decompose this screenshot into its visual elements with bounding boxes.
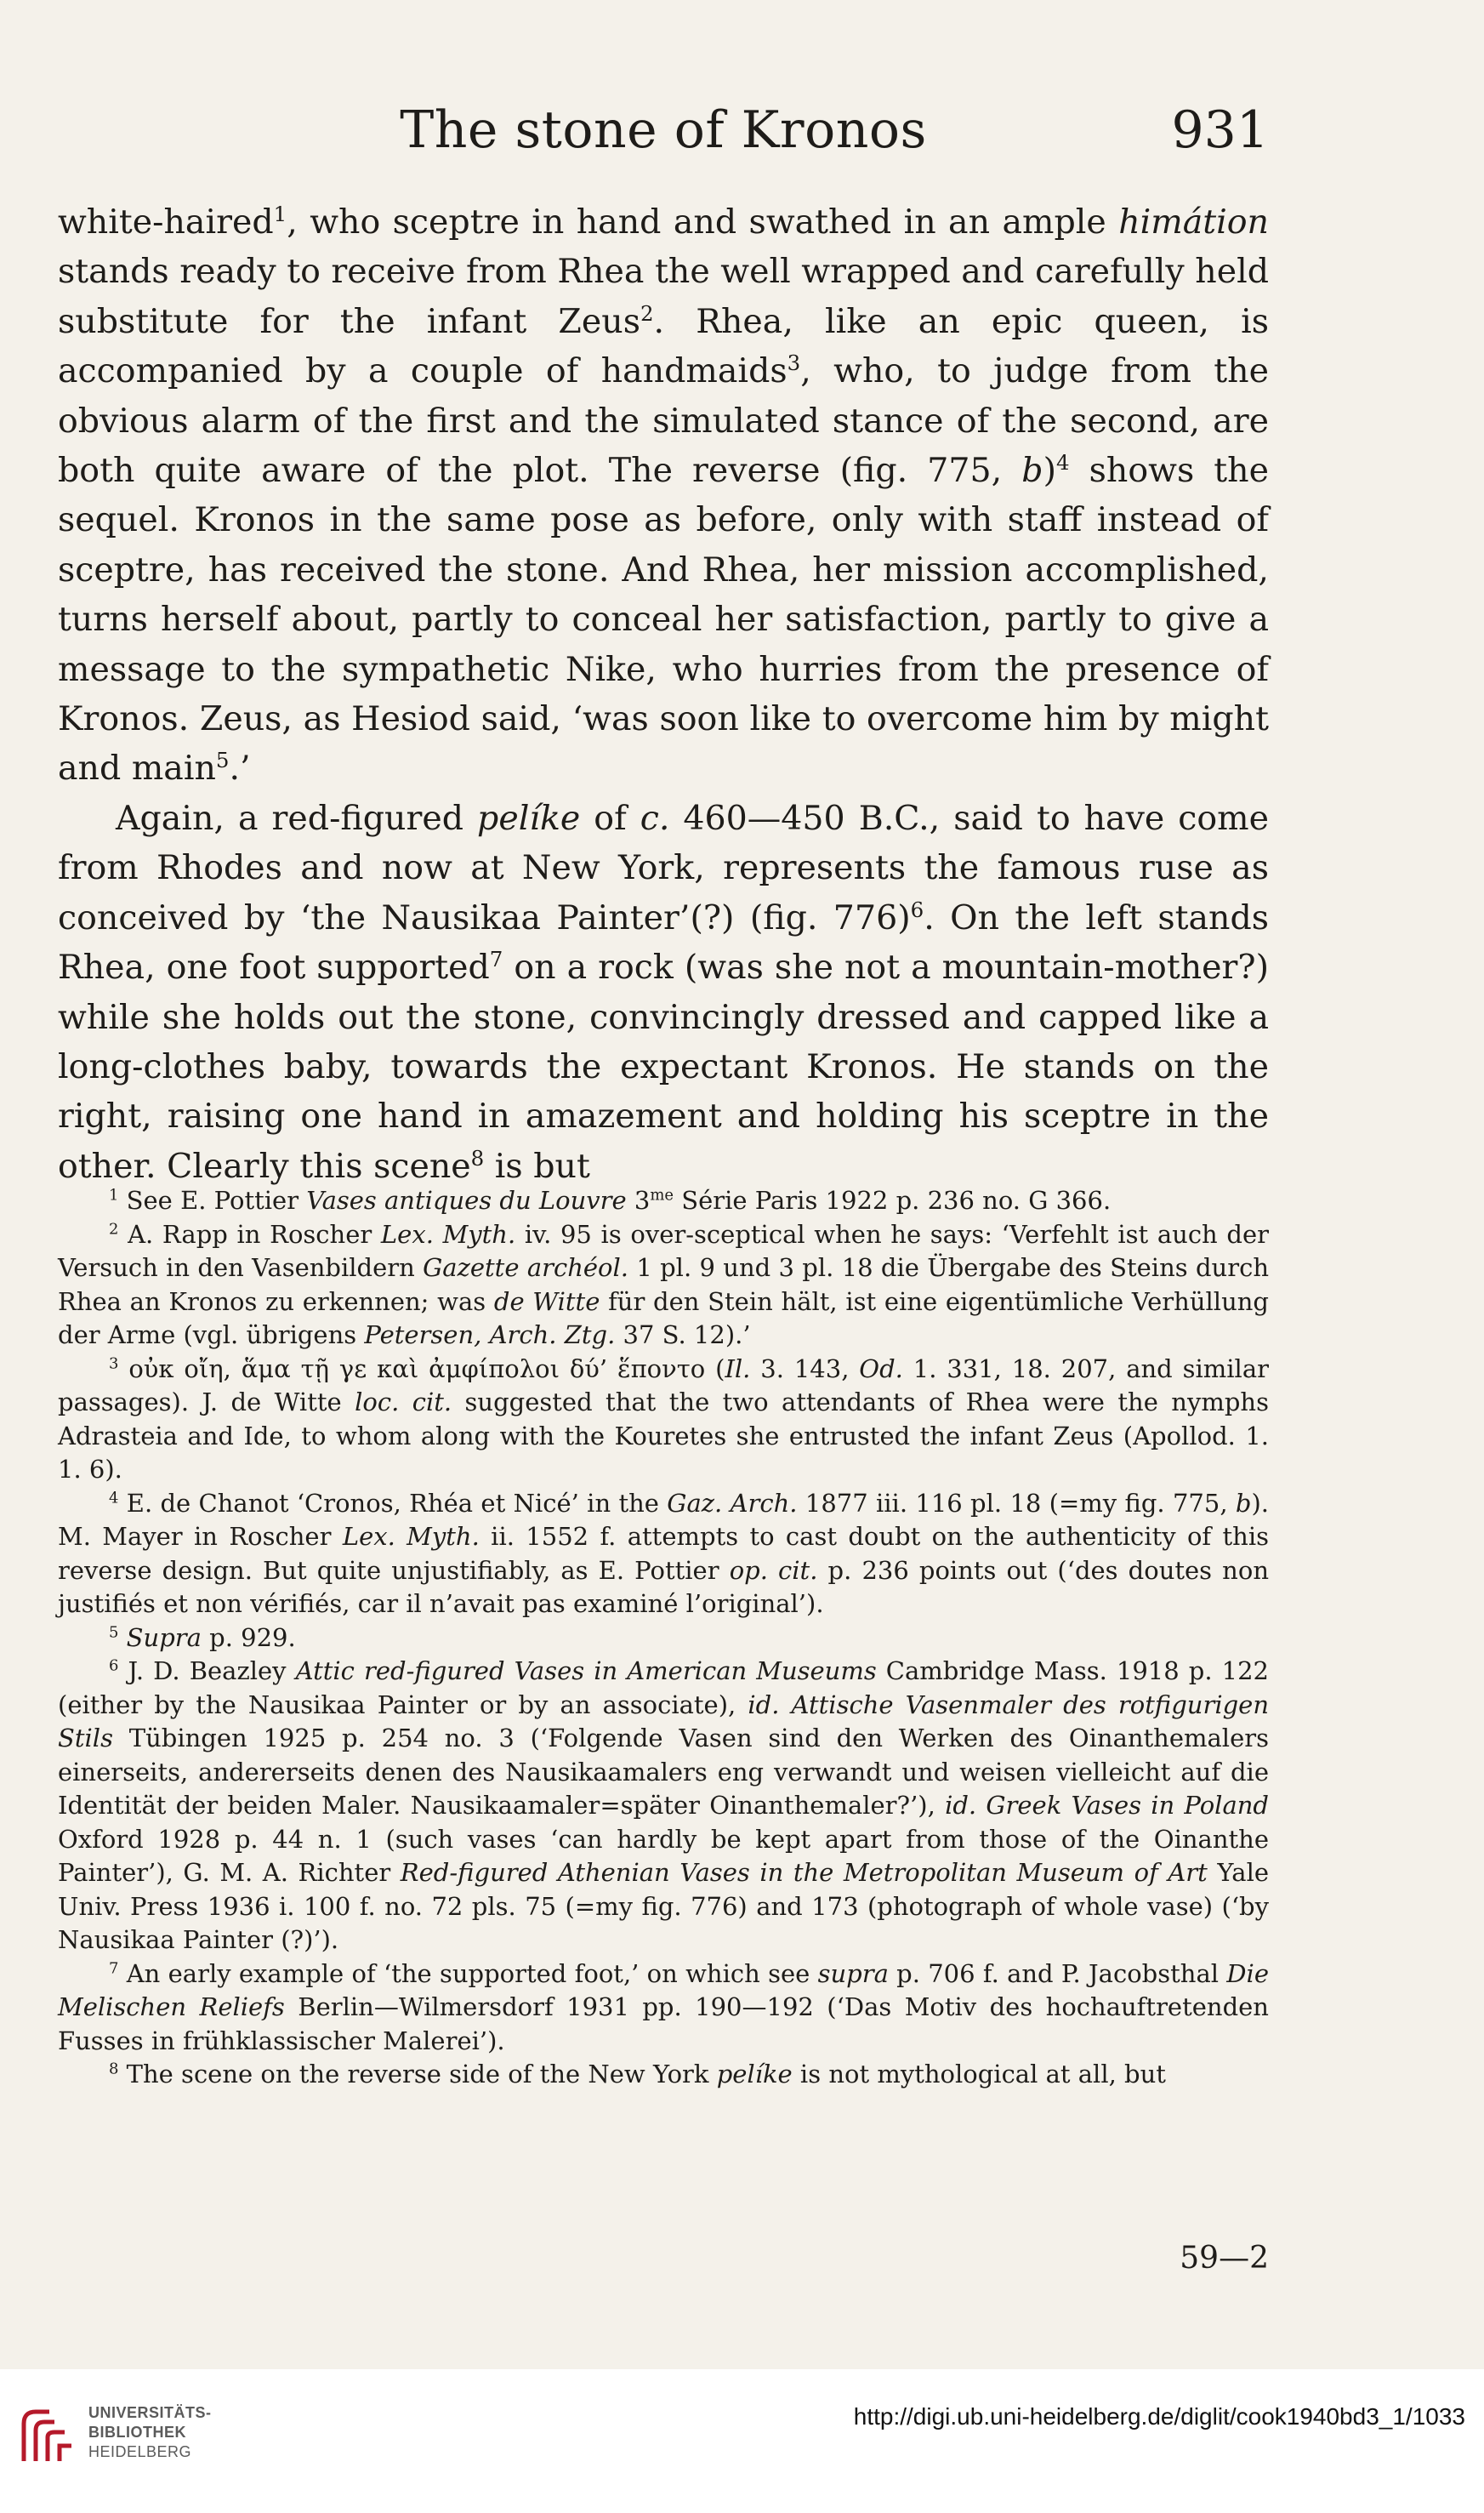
footnotes	[58, 1184, 1269, 2092]
heidelberg-library-logo-icon[interactable]	[15, 2403, 82, 2470]
running-title: The stone of Kronos	[400, 100, 927, 160]
footnote: $^8$ The scene on the reverse side of the New York pelíke is not mythological at all, but	[109, 2060, 1166, 2088]
footnote: $^3$ οὐκ οἴη, ἅμα τῇ γε καὶ ἀμφίπολοι δύ’ ἕποντο (Il. 3. 143, Od. 1. 331, 18. 207, and similar passages). J. de Witte loc. cit. suggested that the two attendants of Rhea were the nymphs Adrasteia and Ide, to whom along with the Kouretes she entrusted the infant Zeus (Apollod. 1. 1. 6).	[58, 1353, 1269, 1484]
paragraph: Again, a red-figured pelíke of c. 460—450 B.C., said to have come from Rhodes and now at New York, represents the famous ruse as conceived by ‘the Nausikaa Painter’(?) (fig. 776)$^6$. On the left stands Rhea, one foot supported$^7$ on a rock (was she not a mountain-mother?) while she holds out the stone, convincingly dressed and capped like a long-clothes baby, towards the expectant Kronos. He stands on the right, raising one hand in amazement and holding his sceptre in the other. Clearly this scene$^8$ is but	[58, 798, 1270, 1186]
page-header	[58, 100, 1269, 168]
page-number: 931	[1171, 100, 1269, 160]
footnote-ref[interactable]: 7	[489, 946, 503, 972]
footer-bar	[0, 2369, 1484, 2513]
footnote: $^2$ A. Rapp in Roscher Lex. Myth. iv. 95 is over-sceptical when he says: ‘Verfehlt ist auch der Versuch in den Vasenbildern Gazette archéol. 1 pl. 9 und 3 pl. 18 die Übergabe des Steins durch Rhea an Kronos zu erkennen; was de Witte für den Stein hält, ist eine eigentümliche Verhüllung der Arme (vgl. übrigens Petersen, Arch. Ztg. 37 S. 12).’	[58, 1219, 1269, 1349]
library-name: UNIVERSITÄTS- BIBLIOTHEK HEIDELBERG	[88, 2404, 212, 2460]
main-text	[58, 197, 1269, 1191]
source-url-link[interactable]: http://digi.ub.uni-heidelberg.de/diglit/cook1940bd3_1/1033	[853, 2403, 1465, 2430]
footnote: $^5$ Supra p. 929.	[109, 1622, 296, 1652]
signature-mark: 59—2	[1180, 2241, 1269, 2276]
footnote-ref[interactable]: 5	[215, 748, 230, 773]
footnote-ref[interactable]: 2	[640, 300, 654, 326]
footnote-ref[interactable]: 1	[273, 201, 287, 226]
footnote-ref[interactable]: 6	[910, 897, 924, 922]
footnote-ref[interactable]: 3	[787, 350, 801, 376]
paragraph: white-haired$^1$, who sceptre in hand and swathed in an ample himátion stands ready to receive from Rhea the well wrapped and carefully held substitute for the infant Zeus$^2$. Rhea, like an epic queen, is accompanied by a couple of handmaids$^3$, who, to judge from the obvious alarm of the first and the simulated stance of the second, are both quite aware of the plot. The reverse (fig. 775, b)$^4$ shows the sequel. Kronos in the same pose as before, only with staff instead of sceptre, has received the stone. And Rhea, her mission accomplished, turns herself about, partly to conceal her satisfaction, partly to give a message to the sympathetic Nike, who hurries from the presence of Kronos. Zeus, as Hesiod said, ‘was soon like to overcome him by might and main$^5$.’	[58, 201, 1270, 789]
footnote-ref[interactable]: 4	[1056, 449, 1070, 475]
footnote-ref[interactable]: 8	[470, 1145, 485, 1171]
footnote: $^6$ J. D. Beazley Attic red-figured Vases in American Museums Cambridge Mass. 1918 p. 122 (either by the Nausikaa Painter or by an associate), id. Attische Vasenmaler des rotfigurigen Stils Tübingen 1925 p. 254 no. 3 (‘Folgende Vasen sind den Werken des Oinanthemalers einerseits, andererseits denen des Nausikaamalers eng verwandt und weisen vielleicht auf die Identität der beiden Maler. Nausikaamaler=später Oinanthemaler?’), id. Greek Vases in Poland Oxford 1928 p. 44 n. 1 (such vases ‘can hardly be kept apart from those of the Oinanthe Painter’), G. M. A. Richter Red-figured Athenian Vases in the Metropolitan Museum of Art Yale Univ. Press 1936 i. 100 f. no. 72 pls. 75 (=my fig. 776) and 173 (photograph of whole vase) (‘by Nausikaa Painter (?)’).	[58, 1656, 1270, 1954]
footnote: $^7$ An early example of ‘the supported foot,’ on which see supra p. 706 f. and P. Jacobsthal Die Melischen Reliefs Berlin—Wilmersdorf 1931 pp. 190—192 (‘Das Motiv des hochauftretenden Fusses in frühklassischer Malerei’).	[58, 1958, 1269, 2055]
footnote: $^4$ E. de Chanot ‘Cronos, Rhéa et Nicé’ in the Gaz. Arch. 1877 iii. 116 pl. 18 (=my fig. 775, b). M. Mayer in Roscher Lex. Myth. ii. 1552 f. attempts to cast doubt on the authenticity of this reverse design. But quite unjustifiably, as E. Pottier op. cit. p. 236 points out (‘des doutes non justifiés et non vérifiés, car il n’avait pas examiné l’original’).	[58, 1488, 1270, 1618]
footnote: $^1$ See E. Pottier Vases antiques du Louvre $3^{me}$ Série Paris 1922 p. 236 no. G 366.	[109, 1186, 1112, 1215]
